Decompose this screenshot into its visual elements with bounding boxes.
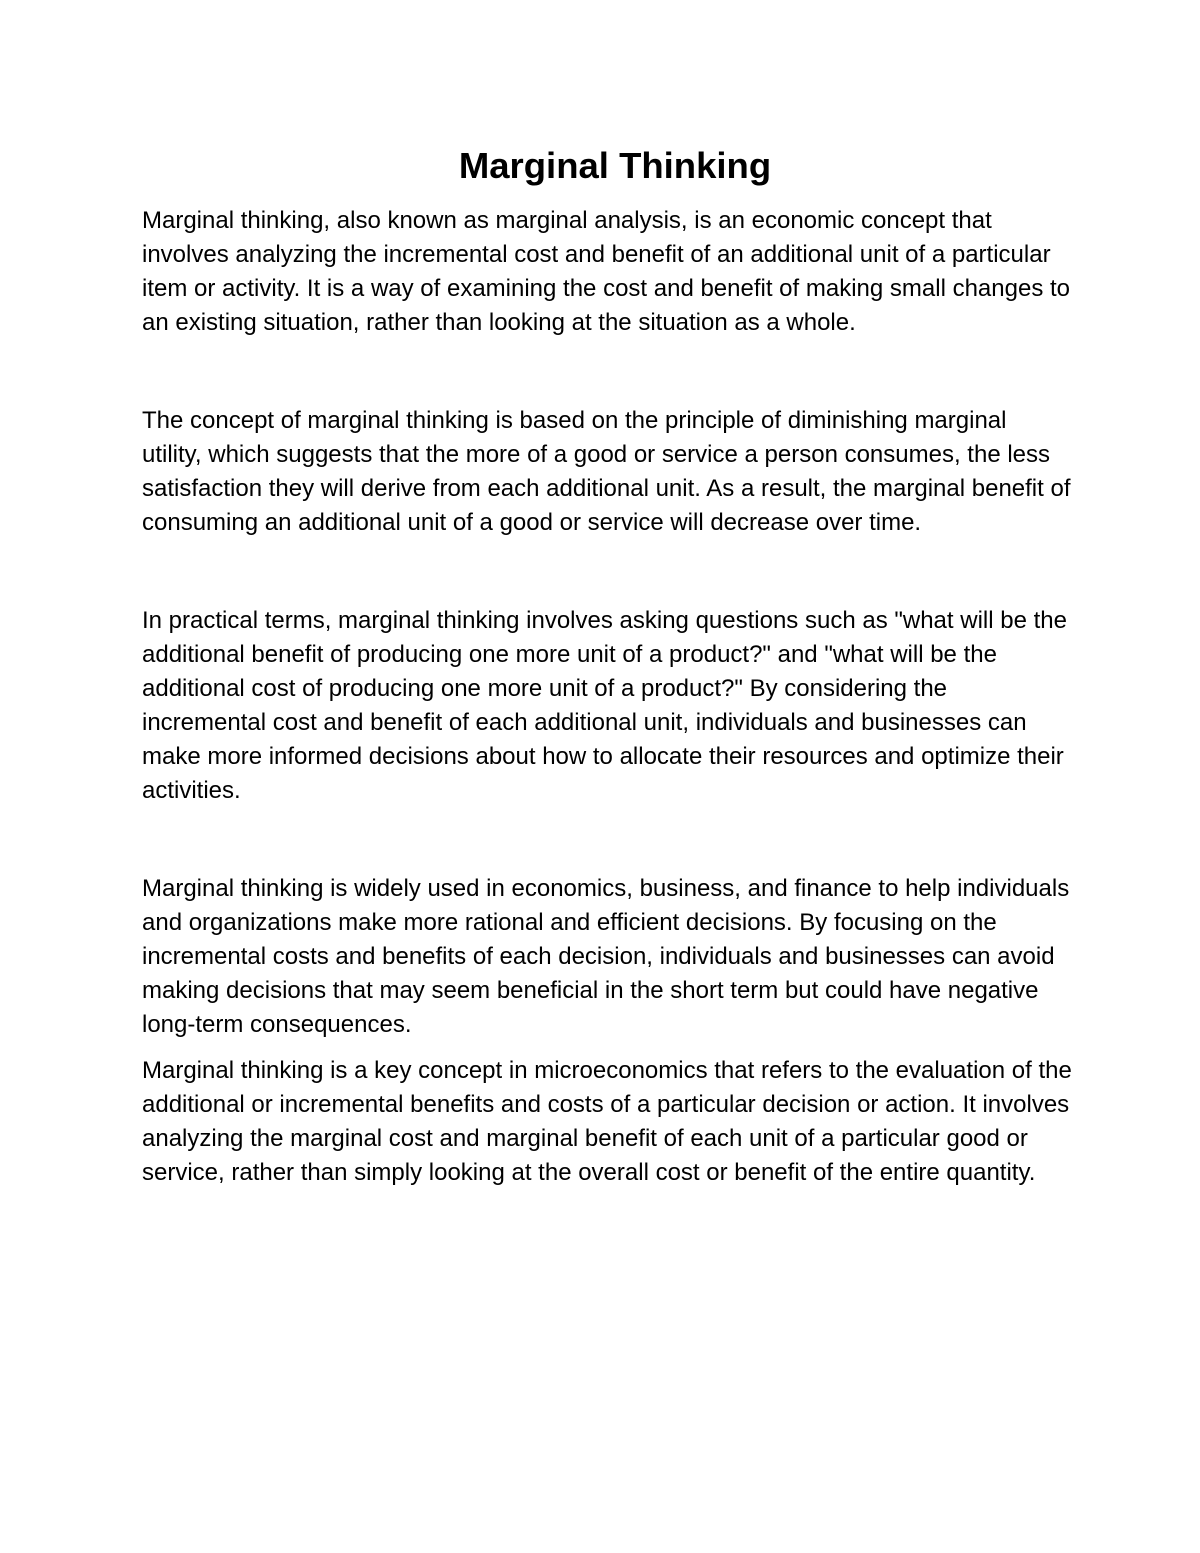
document-body — [142, 140, 1072, 1190]
paragraph-1: Marginal thinking, also known as marginal analysis, is an economic concept that involves analyzing the incremental cost and benefit of an additional unit of a particular item or activity. It is a way of examining the cost and benefit of making small changes to an existing situation, rather than looking at the situation as a whole. — [142, 207, 1070, 336]
paragraph-4: Marginal thinking is widely used in economics, business, and finance to help individuals and organizations make more rational and efficient decisions. By focusing on the incremental costs and benefits of each decision, individuals and businesses can avoid making decisions that may seem beneficial in the short term but could have negative long-term consequences. — [142, 875, 1070, 1038]
paragraph-5: Marginal thinking is a key concept in microeconomics that refers to the evaluation of the additional or incremental benefits and costs of a particular decision or action. It involves analyzing the marginal cost and marginal benefit of each unit of a particular good or service, rather than simply looking at the overall cost or benefit of the entire quantity. — [142, 1057, 1072, 1186]
paragraph-2: The concept of marginal thinking is based on the principle of diminishing marginal utility, which suggests that the more of a good or service a person consumes, the less satisfaction they will derive from each additional unit. As a result, the marginal benefit of consuming an additional unit of a good or service will decrease over time. — [142, 407, 1071, 536]
document-title: Marginal Thinking — [458, 145, 772, 186]
paragraph-3: In practical terms, marginal thinking involves asking questions such as "what will be the additional benefit of producing one more unit of a product?" and "what will be the additional cost of producing one more unit of a product?" By considering the incremental cost and benefit of each additional unit, individuals and businesses can make more informed decisions about how to allocate their resources and optimize their activities. — [142, 607, 1067, 804]
